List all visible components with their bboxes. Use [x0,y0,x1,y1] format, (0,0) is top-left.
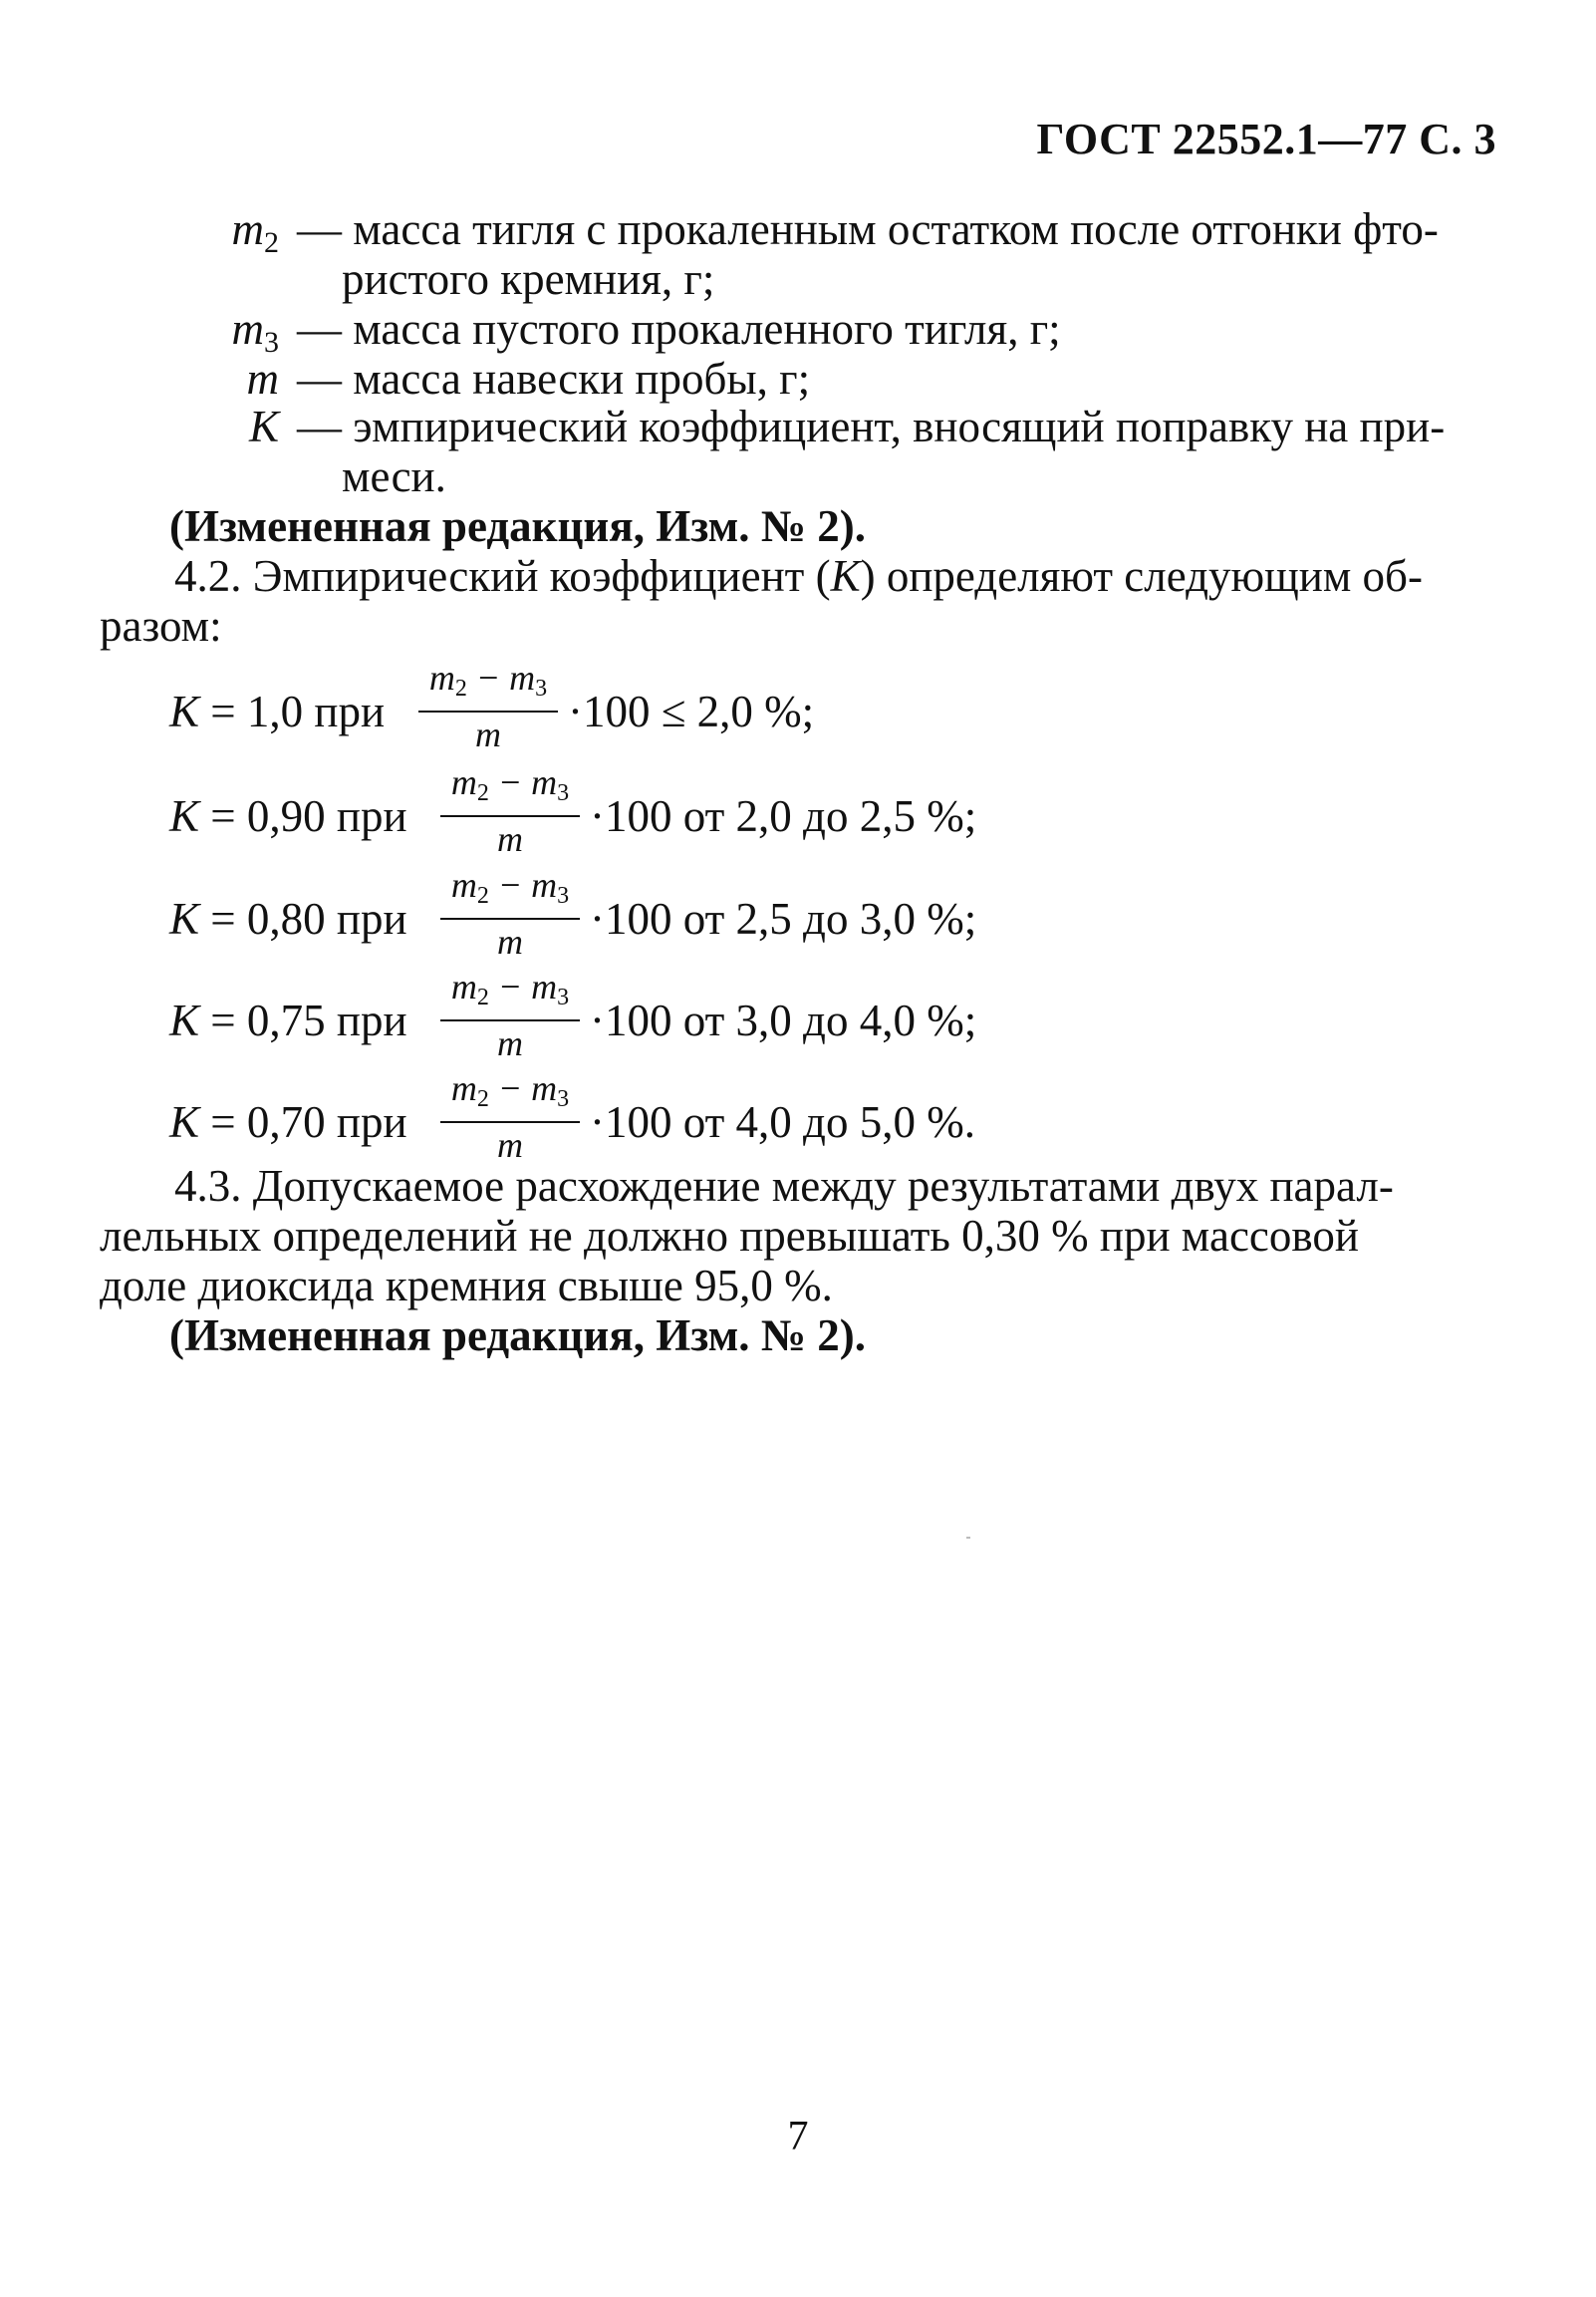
definition-text: — масса тигля с прокаленным остатком после отгонки фто- [297,204,1439,254]
fraction: $m_2 - m_3$ m [440,762,580,861]
document-page: ГОСТ 22552.1—77 С. 3 $m_2$ — масса тигля с прокаленным остатком после отгонки фто- ристого кремния, г; $m_3$ — масса пустого прокаленного тигля, г; m — масса навески пробы, г; K — эмпирический коэффициент, вносящий поправку на при- меси. (Измененная редакция, Изм. № 2). 4.2. Эмпирический коэффициент (K) определяют следующим об- разом: K = 1,0 при $m_2 - m_3$ m ·100 ≤ 2,0 %; K = 0,90 при $m_2 - m_3$ m ·100 от 2,0 до 2,5 %; K = 0,80 при $m_2 - m_3$ m ·100 от 2,5 до 3,0 %; K = 0,75 при $m_2 - m_3$ m ·100 от 3,0 до 4,0 %; K = 0,70 при $m_2 - m_3$ m ·100 от 4,0 до 5,0 %. 4.3. Допускаемое расхождение между результатами двух парал- лельных определений не должно превышать 0,30 % при массовой доле диоксида кремния свыше 95,0 %. (Измененная редакция, Изм. № 2). 7 [0,0,1596,2297]
paragraph-4-2: 4.2. Эмпирический коэффициент (K) определяют следующим об- разом: [100,551,1423,651]
fraction: $m_2 - m_3$ m [440,865,580,964]
amendment-note: (Измененная редакция, Изм. № 2). [169,1310,867,1360]
scan-speck [966,1537,970,1539]
definition-m: m — масса навески пробы, г; [159,354,1494,404]
amendment-note: (Измененная редакция, Изм. № 2). [169,501,867,551]
definition-text: — эмпирический коэффициент, вносящий поправку на при- [297,402,1446,451]
page-header: ГОСТ 22552.1—77 С. 3 [1036,115,1496,163]
paragraph-4-3: 4.3. Допускаемое расхождение между результатами двух парал- лельных определений не должно превышать 0,30 % при массовой доле диоксида кремния свыше 95,0 %. [100,1161,1394,1310]
fraction: $m_2 - m_3$ m [418,658,558,756]
definition-text: ристого кремния, г; [342,254,715,304]
definition-k: K — эмпирический коэффициент, вносящий поправку на при- меси. [159,402,1494,501]
definition-text: — масса навески пробы, г; [297,354,811,404]
definition-m2: $m_2$ — масса тигля с прокаленным остатком после отгонки фто- ристого кремния, г; [159,204,1494,304]
definition-text: — масса пустого прокаленного тигля, г; [297,304,1061,354]
fraction: $m_2 - m_3$ m [440,967,580,1065]
definition-text: меси. [342,451,446,501]
definition-m3: $m_3$ — масса пустого прокаленного тигля, г; [159,304,1494,354]
page-number: 7 [787,2114,809,2159]
fraction: $m_2 - m_3$ m [440,1068,580,1167]
